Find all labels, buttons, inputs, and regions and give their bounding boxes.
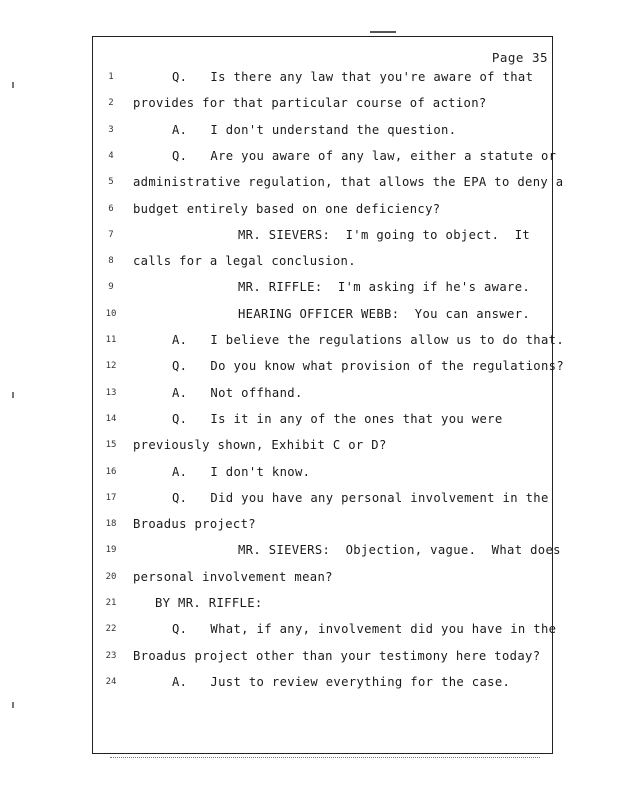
top-margin-mark: [370, 31, 396, 33]
transcript-line: [0, 412, 618, 430]
transcript-line: [0, 517, 618, 535]
line-number: 3: [108, 124, 114, 135]
transcript-line: [0, 543, 618, 561]
line-text: BY MR. RIFFLE:: [155, 596, 263, 610]
line-text: MR. SIEVERS: I'm going to object. It: [238, 227, 531, 242]
transcript-line: [0, 438, 618, 456]
line-number: 7: [108, 229, 114, 240]
line-number: 23: [105, 650, 117, 661]
line-number: 5: [108, 177, 114, 188]
transcript-line: [0, 96, 618, 114]
line-number: 22: [105, 624, 117, 635]
line-number: 12: [105, 361, 117, 372]
transcript-line: [0, 465, 618, 483]
line-text: Q. What, if any, involvement did you have in the: [172, 622, 557, 637]
transcript-line: [0, 70, 618, 88]
line-number: 18: [105, 519, 117, 530]
transcript-line: [0, 491, 618, 509]
transcript-line: [0, 386, 618, 404]
line-number: 15: [105, 440, 117, 451]
transcript-line: [0, 622, 618, 640]
line-text: Q. Is it in any of the ones that you were: [172, 411, 503, 426]
line-text: Broadus project other than your testimony here today?: [133, 648, 541, 663]
transcript-line: [0, 359, 618, 377]
line-text: Q. Is there any law that you're aware of that: [172, 70, 534, 84]
transcript-line: [0, 280, 618, 298]
scan-mark: [12, 702, 14, 708]
line-text: A. Not offhand.: [172, 385, 303, 400]
line-text: HEARING OFFICER WEBB: You can answer.: [238, 306, 531, 321]
line-number: 4: [108, 150, 114, 161]
line-text: Q. Did you have any personal involvement in the: [172, 490, 549, 505]
transcript-line: [0, 307, 618, 325]
line-text: MR. RIFFLE: I'm asking if he's aware.: [238, 280, 531, 295]
line-number: 19: [105, 545, 117, 556]
line-number: 10: [105, 308, 117, 319]
line-number: 2: [108, 98, 114, 109]
line-number: 24: [105, 676, 117, 687]
transcript-line: [0, 570, 618, 588]
line-text: personal involvement mean?: [133, 569, 333, 584]
line-number: 20: [105, 571, 117, 582]
scan-mark: [12, 82, 14, 88]
line-number: 16: [105, 466, 117, 477]
line-number: 21: [105, 598, 117, 608]
transcript-line: [0, 649, 618, 667]
transcript-line: [0, 228, 618, 246]
line-number: 9: [108, 282, 114, 293]
transcript-line: [0, 202, 618, 220]
footer-line: [110, 757, 540, 759]
line-number: 8: [108, 256, 114, 267]
transcript-line: [0, 675, 618, 693]
transcript-line: [0, 149, 618, 167]
line-text: MR. SIEVERS: Objection, vague. What does: [238, 543, 561, 558]
line-text: Q. Do you know what provision of the regulations?: [172, 359, 565, 374]
line-text: Broadus project?: [133, 517, 256, 532]
line-text: administrative regulation, that allows the EPA to deny a: [133, 175, 564, 190]
line-number: 1: [108, 72, 114, 82]
line-text: budget entirely based on one deficiency?: [133, 201, 441, 216]
line-number: 14: [105, 413, 117, 424]
page-number: Page 35: [491, 50, 548, 65]
line-number: 11: [105, 335, 117, 345]
line-text: A. I don't know.: [172, 464, 311, 479]
transcript-line: [0, 123, 618, 141]
line-text: previously shown, Exhibit C or D?: [133, 438, 387, 453]
line-text: Q. Are you aware of any law, either a statute or: [172, 148, 557, 163]
line-number: 13: [105, 387, 117, 398]
line-number: 17: [105, 492, 117, 503]
transcript-line: [0, 333, 618, 351]
transcript-line: [0, 596, 618, 614]
line-number: 6: [108, 203, 114, 214]
line-text: A. I believe the regulations allow us to do that.: [172, 333, 565, 347]
scan-mark: [12, 392, 14, 398]
line-text: A. I don't understand the question.: [172, 122, 457, 137]
line-text: A. Just to review everything for the case.: [172, 674, 511, 689]
line-text: provides for that particular course of action?: [133, 96, 487, 111]
transcript-line: [0, 254, 618, 272]
transcript-line: [0, 175, 618, 193]
line-text: calls for a legal conclusion.: [133, 254, 356, 269]
